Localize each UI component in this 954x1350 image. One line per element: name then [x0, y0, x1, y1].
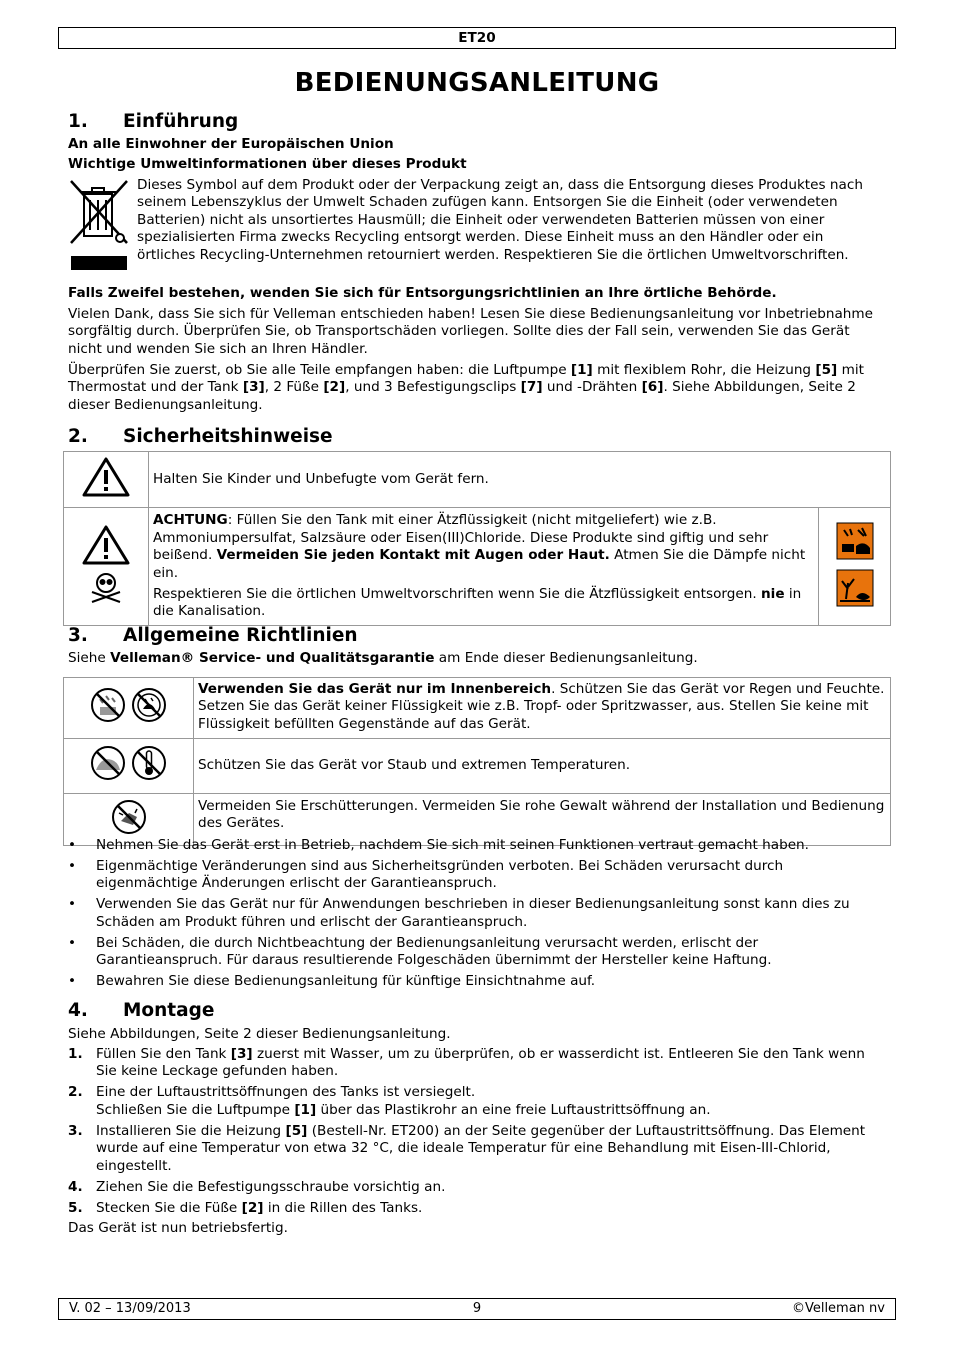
- safety-row: [64, 508, 891, 626]
- guideline-bullets: [68, 837, 883, 994]
- safety-table: [63, 451, 891, 626]
- page-title: BEDIENUNGSANLEITUNG: [294, 68, 660, 98]
- safety-icon-cell: [64, 452, 149, 508]
- section-heading-montage: 4. Montage: [68, 1000, 215, 1021]
- list-item: 3. Installieren Sie die Heizung [5] (Bestell-Nr. ET200) an der Seite gegenüber der Luftaustrittsöffnung. Das Element wurde auf eine Temperatur von etwa 32 °C, die ideale Temperatur für eine Behandlung mit Eisen-III-Chlorid, eingestellt.: [68, 1122, 866, 1174]
- list-item: • Verwenden Sie das Gerät nur für Anwendungen beschrieben in dieser Bedienungsanleitung sonst kann dies zu Schäden am Produkt führen und erlischt der Garantieanspruch.: [68, 896, 883, 931]
- guideline-icon-cell: [64, 739, 194, 793]
- guideline-text-cell: Vermeiden Sie Erschütterungen. Vermeiden Sie rohe Gewalt während der Installation und Bedienung des Gerätes.: [194, 793, 891, 845]
- montage-outro: Das Gerät ist nun betriebsfertig.: [68, 1220, 288, 1236]
- list-item: • Eigenmächtige Veränderungen sind aus Sicherheitsgründen verboten. Bei Schäden verursacht durch eigenmächtige Änderungen erlischt der Garantieanspruch.: [68, 858, 883, 893]
- environmental-hazard-icon: [836, 569, 874, 607]
- safety-icon-cell: [64, 508, 149, 626]
- model-number: ET20: [458, 30, 496, 46]
- eu-residents-line: An alle Einwohner der Europäischen Union: [68, 136, 394, 152]
- safety-text-cell: Halten Sie Kinder und Unbefugte vom Gerät fern.: [149, 452, 891, 508]
- section-heading-richtlinien: 3. Allgemeine Richtlinien: [68, 625, 358, 646]
- list-item: • Bewahren Sie diese Bedienungsanleitung für künftige Einsichtnahme auf.: [68, 973, 883, 990]
- list-item: • Bei Schäden, die durch Nichtbeachtung der Bedienungsanleitung verursacht werden, erlischt der Garantieanspruch. Für daraus resultierende Folgeschäden übernimmt der Hersteller keine Haftung.: [68, 935, 883, 970]
- disposal-warning: Respektieren Sie die örtlichen Umweltvorschriften wenn Sie die Ätzflüssigkeit entsorgen. nie in die Kanalisation.: [153, 585, 802, 620]
- list-item: 5. Stecken Sie die Füße [2] in die Rillen des Tanks.: [68, 1199, 423, 1216]
- version-date: V. 02 – 13/09/2013: [69, 1301, 191, 1316]
- no-extreme-temperature-icon: [131, 744, 167, 782]
- corrosive-warning: ACHTUNG: Füllen Sie den Tank mit einer Ätzflüssigkeit (nicht mitgeliefert) wie z.B. Ammoniumpersulfat, Salzsäure oder Eisen(III)Chloride. Diese Produkte sind giftig und sehr beißend. Vermeiden Sie jeden Kontakt mit Augen oder Haut. Atmen Sie die Dämpfe nicht ein.: [153, 512, 806, 581]
- safety-text-cell: [149, 508, 819, 626]
- section-heading-sicherheit: 2. Sicherheitshinweise: [68, 426, 333, 447]
- guarantee-reference: Siehe Velleman® Service- und Qualitätsgarantie am Ende dieser Bedienungsanleitung.: [68, 650, 698, 666]
- crossed-out-wheelie-bin-icon: [68, 178, 130, 272]
- montage-intro: Siehe Abbildungen, Seite 2 dieser Bedienungsanleitung.: [68, 1026, 451, 1042]
- list-item: • Nehmen Sie das Gerät erst in Betrieb, nachdem Sie sich mit seinen Funktionen vertraut gemacht haben.: [68, 837, 883, 854]
- montage-steps: [68, 1046, 883, 1221]
- list-item: 2. Eine der Luftaustrittsöffnungen des Tanks ist versiegelt. Schließen Sie die Luftpumpe [1] über das Plastikrohr an eine freie Luftaustrittsöffnung an.: [68, 1084, 711, 1118]
- no-dust-icon: [90, 744, 126, 782]
- page-header: [58, 27, 896, 49]
- list-item: 4. Ziehen Sie die Befestigungsschraube vorsichtig an.: [68, 1178, 446, 1195]
- indoor-use-only-icon: [90, 687, 126, 723]
- section-heading-einfuehrung: 1. Einführung: [68, 111, 239, 132]
- guideline-icon-cell: [64, 678, 194, 739]
- guidelines-table: [63, 677, 891, 846]
- guideline-text-cell: Verwenden Sie das Gerät nur im Innenbereich. Schützen Sie das Gerät vor Regen und Feuchte. Setzen Sie das Gerät keiner Flüssigkeit wie z.B. Tropf- oder Spritzwasser, aus. Stellen Sie keine mit Flüssigkeit befüllten Gegenstände auf das Gerät.: [194, 678, 891, 739]
- list-item: 1. Füllen Sie den Tank [3] zuerst mit Wasser, um zu überprüfen, ob er wasserdicht ist. Entleeren Sie den Tank wenn Sie keine Leckage gefunden haben.: [68, 1046, 865, 1080]
- guideline-row: [64, 739, 891, 793]
- hazard-icon-cell: [819, 508, 891, 626]
- no-shock-icon: [111, 799, 147, 835]
- environment-info-line: Wichtige Umweltinformationen über dieses Produkt: [68, 156, 467, 172]
- parts-check-paragraph: Überprüfen Sie zuerst, ob Sie alle Teile empfangen haben: die Luftpumpe [1] mit flexiblem Rohr, die Heizung [5] mit Thermostat und der Tank [3], 2 Füße [2], und 3 Befestigungsclips [7] und -Drähten [6]. Siehe Abbildungen, Seite 2 dieser Bedienungsanleitung.: [68, 362, 864, 413]
- copyright: ©Velleman nv: [791, 1301, 885, 1316]
- thanks-paragraph: Vielen Dank, dass Sie sich für Velleman entschieden haben! Lesen Sie diese Bedienungsanleitung vor Inbetriebnahme sorgfältig durch. Überprüfen Sie, ob Transportschäden vorliegen. Sollte dies der Fall sein, verwenden Sie das Gerät nicht und wenden Sie sich an Ihren Händler.: [68, 306, 874, 357]
- warning-triangle-icon: [82, 457, 130, 497]
- guideline-text-cell: Schützen Sie das Gerät vor Staub und extremen Temperaturen.: [194, 739, 891, 793]
- weee-disposal-text: Dieses Symbol auf dem Produkt oder der Verpackung zeigt an, dass die Entsorgung dieses Produktes nach seinem Lebenszyklus der Umwelt Schaden zufügen kann. Entsorgen Sie die Einheit (oder verwendeten Batterien) nicht als unsortiertes Hausmüll; die Einheit oder verwendeten Batterien müssen von einer spezialisierten Firma zwecks Recycling entsorgt werden. Diese Einheit muss an den Händler oder ein örtliches Recycling-Unternehmen retourniert werden. Respektieren Sie die örtlichen Umweltvorschriften.: [137, 177, 863, 263]
- skull-crossbones-icon: [88, 570, 124, 604]
- corrosive-hazard-icon: [836, 522, 874, 560]
- warning-triangle-icon: [82, 525, 130, 565]
- page-footer: [58, 1298, 896, 1320]
- page-number: 9: [472, 1301, 482, 1316]
- guideline-row: [64, 678, 891, 739]
- disposal-doubt-note: Falls Zweifel bestehen, wenden Sie sich für Entsorgungsrichtlinien an Ihre örtliche Behörde.: [68, 285, 777, 301]
- safety-row: [64, 452, 891, 508]
- no-liquid-icon: [131, 687, 167, 723]
